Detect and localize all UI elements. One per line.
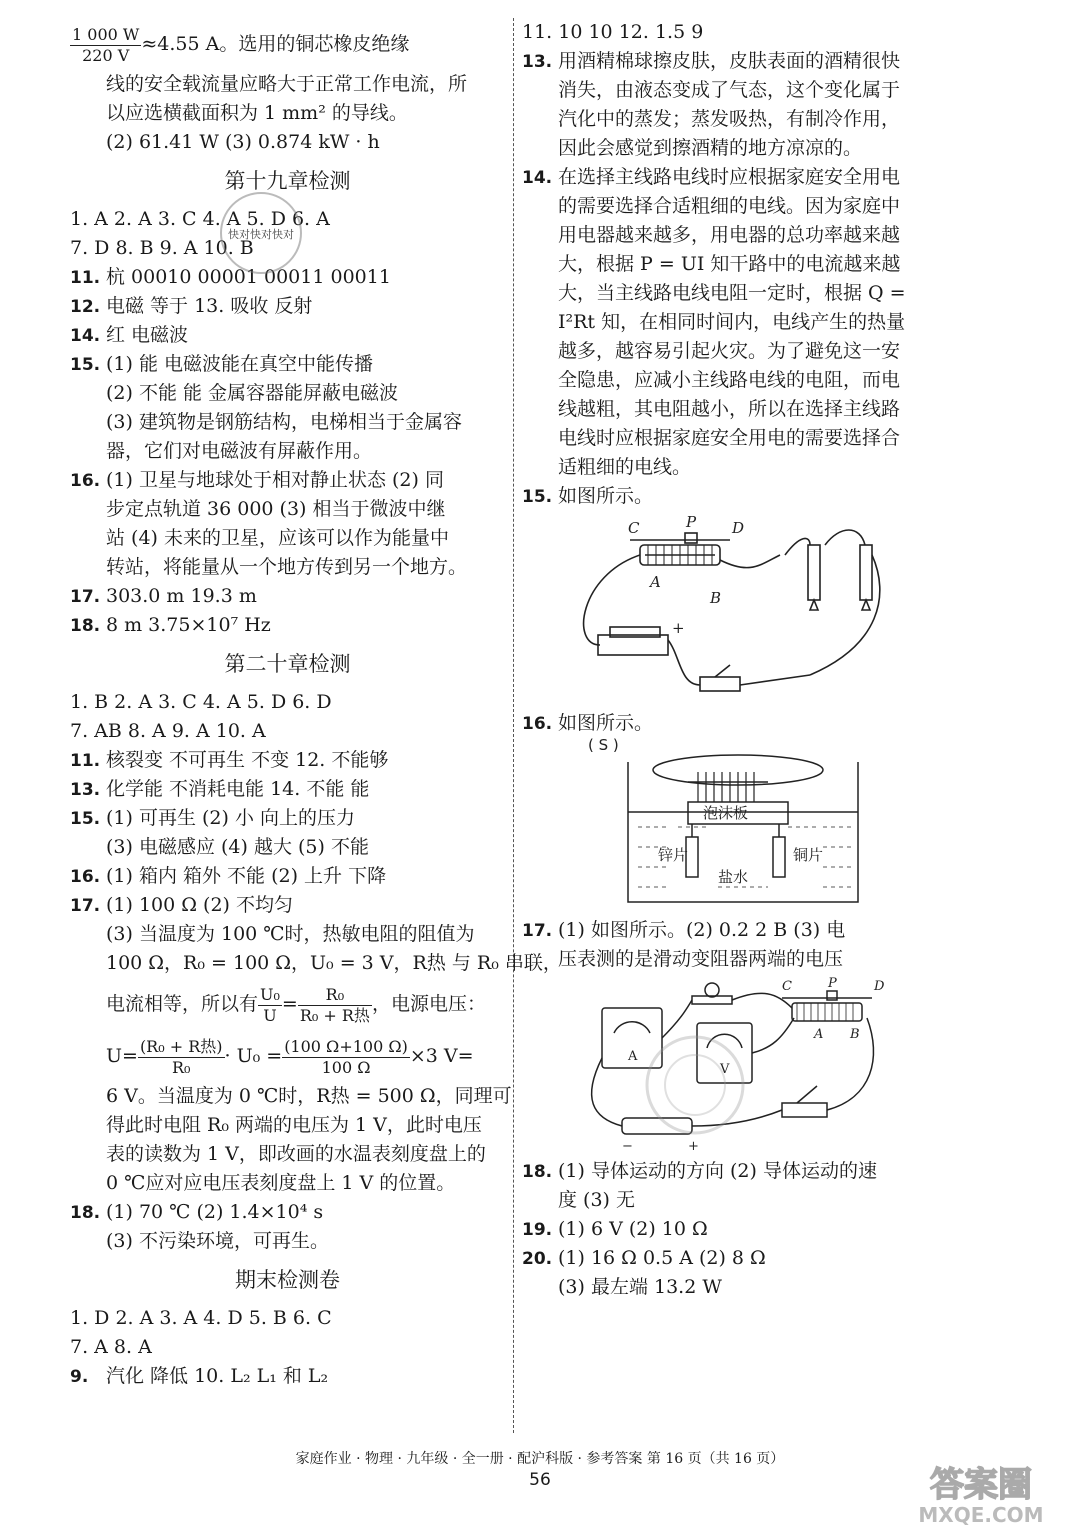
svg-text:MXQE.COM: MXQE.COM [918,1503,1044,1527]
answer-text: 全隐患，应减小主线路电线的电阻，而电 [558,369,901,391]
answer-text: 适粗细的电线。 [558,456,692,478]
answer-line [70,292,505,321]
answer-line [70,611,505,640]
answer-line [522,76,962,105]
answer-line [522,308,962,337]
answer-line [522,1215,962,1244]
answer-line [522,192,962,221]
question-number: 18. [70,1203,101,1223]
answer-text: 度 (3) 无 [558,1189,635,1211]
power-calc-line [70,18,505,70]
label-D: D [732,519,745,537]
answer-text: (3) 建筑物是钢筋结构，电梯相当于金属容 [106,411,462,433]
answer-text: 大，根据 P = UI 知干路中的电流越来越 [558,253,901,275]
answer-line [70,717,505,746]
answer-text: (1) 卫星与地球处于相对静止状态 (2) 同 [106,469,444,491]
answer-text: 100 Ω，R₀ = 100 Ω，U₀ = 3 V，R热 与 R₀ 串联， [106,952,562,974]
answer-text: 8 m 3.75×10⁷ Hz [106,614,271,636]
answer-line [70,379,505,408]
text-line: (2) 61.41 W (3) 0.874 kW · h [106,131,380,153]
answer-text: 大，当主线路电线电阻一定时，根据 Q = [558,282,906,304]
answers-11-15 [522,18,962,511]
answer-line [522,945,962,974]
answer-line [70,688,505,717]
answer-line [522,709,962,738]
label-B-17: B [850,1027,860,1042]
svg-text:答案圈: 答案圈 [930,1465,1032,1505]
question-number: 18. [70,616,101,636]
question-number: 9. [70,1367,89,1387]
voltmeter-label: V [720,1062,730,1077]
answer-line [522,1244,962,1273]
text-line: 6 V。当温度为 0 ℃时，R热 = 500 Ω，同理可 [106,1085,512,1107]
label-plus: + [672,619,685,637]
text-line: 得此时电阻 R₀ 两端的电压为 1 V，此时电压 [106,1114,482,1136]
answer-text: (3) 当温度为 100 ℃时，热敏电阻的阻值为 [106,923,475,945]
answer-text: 7. AB 8. A 9. A 10. A [70,720,266,742]
answer-text: 汽化 降低 10. L₂ L₁ 和 L₂ [106,1365,329,1387]
answer-text: 器，它们对电磁波有屏蔽作用。 [106,440,373,462]
question-number: 18. [522,1162,553,1182]
answer-text: (1) 如图所示。(2) 0.2 2 B (3) 电 [558,919,846,941]
answer-text: 电线时应根据家庭安全用电的需要选择合 [558,427,901,449]
label-P-17: P [828,976,837,991]
answer-line [522,221,962,250]
final-exam-answers [70,1304,505,1391]
answer-line [522,250,962,279]
question-number: 17. [70,896,101,916]
answers-18-20 [522,1157,962,1302]
answer-text: (1) 70 ℃ (2) 1.4×10⁴ s [106,1201,324,1223]
answer-text: I²Rt 知，在相同时间内，电线产生的热量 [558,311,906,333]
label-minus-17: − [622,1139,633,1154]
answer-text: (1) 16 Ω 0.5 A (2) 8 Ω [558,1247,766,1269]
answer-line [70,920,505,949]
answer-text: 1. A 2. A 3. C 4. A 5. D 6. A [70,208,330,230]
answer-text: 杭 00010 00001 00011 00011 [106,266,391,288]
question-number: 16. [70,867,101,887]
chapter-20-answers [70,688,562,978]
question-number: 16. [522,714,553,734]
chapter-19-title: 第十九章检测 [224,169,351,193]
question-number: 16. [70,471,101,491]
text-line: 以应选横截面积为 1 mm² 的导线。 [106,102,408,124]
label-C-17: C [782,979,792,994]
figure-16-electromagnet [588,736,878,912]
question-number: 17. [70,587,101,607]
pole-label: ( S ) [588,736,619,754]
page-footer: 家庭作业 · 物理 · 九年级 · 全一册 · 配沪科版 · 参考答案 第 16 页（共 16 页） [295,1451,785,1467]
answer-line [70,495,505,524]
label-A-17: A [814,1027,824,1042]
answer-text: 1. B 2. A 3. C 4. A 5. D 6. D [70,691,332,713]
answer-line [70,1362,505,1391]
question-number: 13. [522,52,553,72]
answer-text: 电磁 等于 13. 吸收 反射 [106,295,313,317]
answer-text: (1) 导体运动的方向 (2) 导体运动的速 [558,1160,877,1182]
answer-text: 核裂变 不可再生 不变 12. 不能够 [106,749,389,771]
answer-text: (2) 不能 能 金属容器能屏蔽电磁波 [106,382,399,404]
answer-line [522,47,962,76]
chapter-20-title: 第二十章检测 [224,652,351,676]
figure-15-circuit [570,515,900,705]
answer-text: 303.0 m 19.3 m [106,585,257,607]
answer-text: 红 电磁波 [106,324,189,346]
label-B: B [710,589,722,607]
kuaidui-stamp-2 [640,1030,750,1140]
answer-text: 7. A 8. A [70,1336,152,1358]
watermark-logo [893,1458,1068,1528]
label-plus-17: + [688,1139,699,1154]
answer-text: (1) 箱内 箱外 不能 (2) 上升 下降 [106,865,387,887]
answer-line [522,1273,962,1302]
answer-text: (1) 能 电磁波能在真空中能传播 [106,353,373,375]
answer-text: 汽化中的蒸发；蒸发吸热，有制冷作用， [558,108,901,130]
question-number: 14. [522,168,553,188]
answer-text: (3) 最左端 13.2 W [558,1276,722,1298]
equation-2: U= $\frac{\text{(R₀ + R热)}}{\text{R₀}}$ · U₀ = $\frac{(100 \Omega+100 \Omega)}{100 \Omega}$ ×3 V= [106,1036,474,1077]
answer-line [70,891,505,920]
zinc-label: 锌片 [658,846,689,864]
answer-line [70,437,505,466]
answer-text: (1) 可再生 (2) 小 向上的压力 [106,807,355,829]
answer-line [70,524,505,553]
answer-line [522,134,962,163]
svg-text:快对快对快对: 快对快对快对 [228,228,294,241]
answer-line [70,1333,505,1362]
question-number: 11. [70,751,101,771]
answer-line [70,321,505,350]
power-fraction: $\frac{1 000 W}{220 V}$ [72,24,140,65]
label-C: C [628,519,640,537]
answer-text: 站 (4) 未来的卫星，应该可以作为能量中 [106,527,449,549]
answer-line [522,337,962,366]
answer-text: (1) 100 Ω (2) 不均匀 [106,894,294,916]
question-number: 20. [522,1249,553,1269]
chapter-20-q18 [70,1198,505,1256]
answer-line [522,424,962,453]
answer-text: 线越粗，其电阻越小，所以在选择主线路 [558,398,901,420]
answer-line [70,1198,505,1227]
answer-16 [522,709,962,738]
answer-17 [522,916,962,974]
answer-text: 越多，越容易引起火灾。为了避免这一安 [558,340,901,362]
question-number: 19. [522,1220,553,1240]
answer-line [70,350,505,379]
answer-line [70,862,505,891]
answer-line [522,366,962,395]
foam-board-label: 泡沫板 [703,804,749,822]
brine-label: 盐水 [718,868,749,886]
question-number: 17. [522,921,553,941]
answer-text: 压表测的是滑动变阻器两端的电压 [558,948,844,970]
answer-text: 11. 10 10 12. 1.5 9 [522,21,704,43]
final-exam-title: 期末检测卷 [235,1268,340,1292]
answer-line [70,466,505,495]
label-D-17: D [874,979,885,994]
answer-text: 消失，由液态变成了气态，这个变化属于 [558,79,901,101]
question-number: 15. [70,355,101,375]
answer-line [522,482,962,511]
question-number: 11. [70,268,101,288]
label-A: A [650,573,661,591]
equation-1: 电流相等，所以有 $\frac{\text{U₀}}{U}$ = $\frac{\text{R₀}}{\text{R₀ + R热}}$ ，电源电压： [106,984,486,1025]
answer-line [70,833,505,862]
answer-text: (3) 不污染环境，可再生。 [106,1230,329,1252]
answer-line [522,1157,962,1186]
page-number: 56 [529,1470,551,1490]
answer-text: (3) 电磁感应 (4) 越大 (5) 不能 [106,836,369,858]
answer-line [70,582,505,611]
answer-line [70,1304,505,1333]
answer-text: 用酒精棉球擦皮肤，皮肤表面的酒精很快 [558,50,901,72]
answer-line [70,746,505,775]
answer-line [70,408,505,437]
answer-line [522,279,962,308]
calc-text: ≈4.55 A。选用的铜芯橡皮绝缘 [141,33,410,55]
answer-text: 的需要选择合适粗细的电线。因为家庭中 [558,195,901,217]
answer-line [522,163,962,192]
question-number: 14. [70,326,101,346]
top-answer-lines [70,70,505,157]
answer-text: 在选择主线路电线时应根据家庭安全用电 [558,166,901,188]
label-P: P [686,513,697,531]
text-line: 线的安全载流量应略大于正常工作电流，所 [106,73,468,95]
question-number: 13. [70,780,101,800]
answer-line [70,1227,505,1256]
answer-text: 因此会感觉到擦酒精的地方凉凉的。 [558,137,863,159]
answer-text: (1) 6 V (2) 10 Ω [558,1218,708,1240]
answer-line [522,1186,962,1215]
answer-text: 如图所示。 [558,485,654,507]
question-number: 15. [522,487,553,507]
column-divider [513,18,514,1433]
text-line: 表的读数为 1 V，即改画的水温表刻度盘上的 [106,1143,486,1165]
answer-line [522,916,962,945]
answer-line [70,804,505,833]
answer-text: 用电器越来越多，用电器的总功率越来越 [558,224,901,246]
chapter-20-explanation [70,1082,512,1198]
answer-text: 1. D 2. A 3. A 4. D 5. B 6. C [70,1307,332,1329]
answer-line [70,775,505,804]
copper-label: 铜片 [793,846,824,864]
answer-line [70,553,505,582]
answer-text: 如图所示。 [558,712,654,734]
question-number: 15. [70,809,101,829]
answer-text: 7. D 8. B 9. A 10. B [70,237,254,259]
answer-line [522,105,962,134]
question-number: 12. [70,297,101,317]
answer-line [522,18,962,47]
kuaidui-stamp [216,188,306,278]
answer-line [522,395,962,424]
answer-line [522,453,962,482]
answer-line [70,949,562,978]
answer-text: 步定点轨道 36 000 (3) 相当于微波中继 [106,498,446,520]
text-line: 0 ℃应对应电压表刻度盘上 1 V 的位置。 [106,1172,456,1194]
ammeter-label: A [628,1049,638,1064]
answer-text: 化学能 不消耗电能 14. 不能 能 [106,778,370,800]
answer-text: 转站，将能量从一个地方传到另一个地方。 [106,556,468,578]
